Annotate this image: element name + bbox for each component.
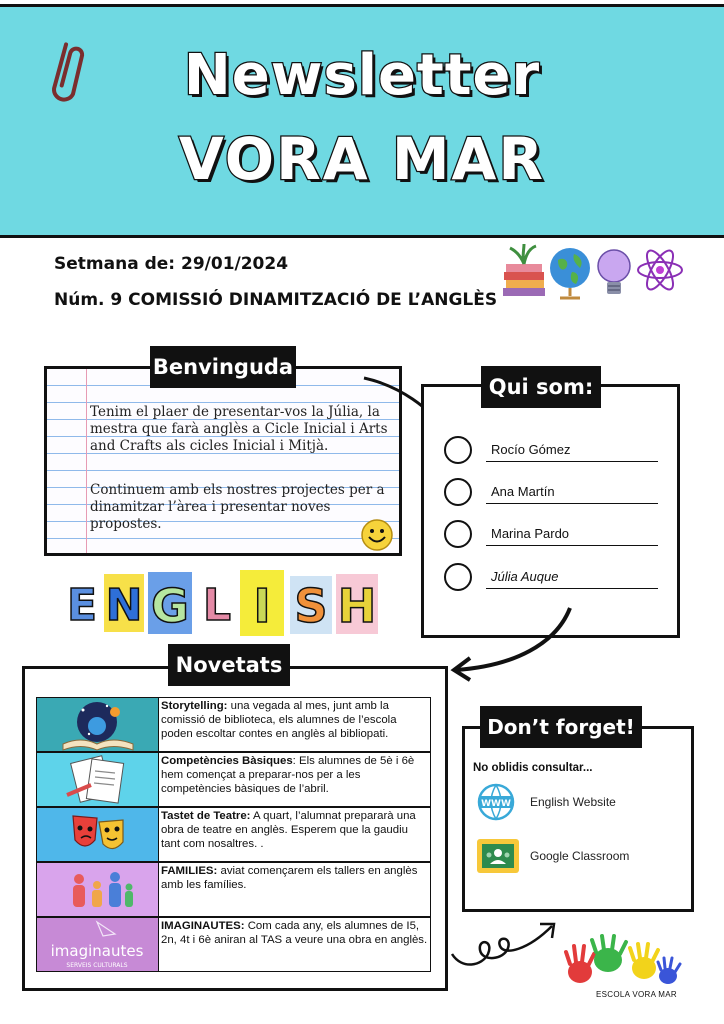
news-heading: Novetats: [168, 644, 290, 686]
news-text: [161, 809, 429, 851]
member-name: Júlia Auque: [491, 569, 559, 584]
globe-icon: [550, 248, 590, 298]
news-thumbnail: [37, 698, 159, 751]
english-letter: L: [202, 580, 232, 631]
link-english-website[interactable]: [474, 782, 674, 822]
news-body: : Els alumnes de 5è i 6è hem començat a preparar-nos per a les competències bàsiques de l’abril.: [161, 755, 415, 795]
handprint-red: [566, 946, 594, 983]
open-book-universe-icon: [37, 698, 158, 751]
english-letter: H: [337, 579, 377, 633]
arrow-icon: [444, 604, 578, 684]
newsletter-title: Newsletter: [183, 43, 541, 108]
news-item: [36, 697, 431, 752]
news-thumbnail: [37, 753, 159, 806]
divider: [486, 588, 658, 589]
english-word-art: [64, 570, 384, 640]
notebook-margin-line: [86, 369, 87, 553]
news-title: Tastet de Teatre:: [161, 810, 251, 822]
news-title: Storytelling:: [161, 700, 228, 712]
bullet-circle-icon: [444, 520, 472, 548]
news-text: [161, 864, 429, 892]
google-classroom-icon: [474, 836, 522, 876]
news-item: [36, 862, 431, 917]
english-letter: G: [151, 579, 189, 633]
team-member: [444, 520, 658, 550]
news-thumbnail: [37, 863, 159, 916]
letter-tile: [290, 576, 332, 634]
news-item: [36, 752, 431, 807]
lightbulb-icon: [598, 250, 630, 294]
reminder-heading: Don’t forget!: [480, 706, 642, 748]
papers-pencil-icon: [37, 753, 158, 806]
team-heading: Qui som:: [481, 366, 601, 408]
news-body: aviat començarem els tallers en anglès amb les famílies.: [161, 865, 418, 891]
www-globe-icon: [474, 782, 518, 822]
welcome-heading: Benvinguda: [150, 346, 296, 388]
week-date: Setmana de: 29/01/2024: [54, 254, 289, 274]
welcome-paragraph: Continuem amb els nostres projectes per a dinamitzar l’àrea i presentar noves propostes.: [90, 482, 385, 532]
imaginautes-logo: [37, 918, 158, 971]
handprint-green: [592, 936, 626, 972]
english-letter: S: [294, 579, 328, 633]
english-letter: N: [105, 580, 143, 631]
reminder-subtitle: No oblidis consultar...: [473, 762, 593, 774]
bullet-circle-icon: [444, 563, 472, 591]
link-label[interactable]: Google Classroom: [530, 849, 630, 863]
school-title: VORA MAR: [178, 125, 546, 193]
books-plant-icon: [503, 244, 545, 296]
bullet-circle-icon: [444, 436, 472, 464]
imaginautes-logo-subtext: SERVEIS CULTURALS: [66, 962, 128, 969]
atom-icon: [638, 247, 682, 293]
news-body: Com cada any, els alumnes de I5, 2n, 4t i 6è aniran al TAS a veure una obra en anglès.: [161, 920, 428, 946]
news-item: [36, 917, 431, 972]
news-thumbnail: [37, 808, 159, 861]
welcome-paragraph: Tenim el plaer de presentar-vos la Júlia, la mestra que farà anglès a Cicle Inicial i Arts and Crafts als cicles Inicial i Mitjà.: [90, 404, 388, 454]
school-logo-hands: [560, 934, 686, 990]
member-name: Marina Pardo: [491, 526, 570, 541]
news-item: [36, 807, 431, 862]
imaginautes-logo-text: imaginautes: [50, 942, 144, 960]
handprint-blue: [658, 958, 680, 984]
issue-number: Núm. 9 COMISSIÓ DINAMITZACIÓ DE L’ANGLÈS: [54, 290, 498, 310]
news-text: [161, 754, 429, 796]
news-thumbnail: [37, 918, 159, 971]
letter-tile: [148, 572, 192, 634]
news-title: IMAGINAUTES:: [161, 920, 245, 932]
family-icon: [37, 863, 158, 916]
link-label[interactable]: English Website: [530, 795, 616, 809]
news-body: A quart, l’alumnat prepararà una obra de teatre en anglès. Esperem que la gaudiu tant com nosaltres. .: [161, 810, 416, 850]
news-text: [161, 919, 429, 947]
team-card: [421, 384, 680, 638]
link-google-classroom[interactable]: [474, 836, 674, 876]
member-name: Ana Martín: [491, 484, 555, 499]
svg-text:WWW: WWW: [481, 799, 511, 809]
header-banner: [0, 4, 724, 238]
team-member: [444, 436, 658, 466]
letter-tile: [198, 576, 236, 632]
handprint-yellow: [630, 944, 658, 979]
letter-tile: [336, 574, 378, 634]
divider: [486, 461, 658, 462]
news-title: Competències Bàsiques: [161, 755, 293, 767]
smiley-icon: [360, 518, 394, 552]
bullet-circle-icon: [444, 478, 472, 506]
school-name: ESCOLA VORA MAR: [596, 990, 677, 999]
english-letter: I: [253, 579, 271, 633]
letter-tile: [104, 574, 144, 632]
english-letter: E: [66, 580, 98, 631]
letter-tile: [240, 570, 284, 636]
team-member: [444, 478, 658, 508]
team-member: [444, 563, 658, 593]
member-name: Rocío Gómez: [491, 442, 571, 457]
divider: [486, 545, 658, 546]
divider: [486, 503, 658, 504]
news-body: una vegada al mes, junt amb la comissió de biblioteca, els alumnes de l’escola poden escoltar contes en anglès al bibliopati.: [161, 700, 397, 740]
theater-masks-icon: [37, 808, 158, 861]
curly-arrow-icon: [448, 914, 564, 974]
news-title: FAMILIES:: [161, 865, 218, 877]
topic-icons: [500, 242, 690, 302]
letter-tile: [64, 576, 100, 632]
news-text: [161, 699, 429, 741]
